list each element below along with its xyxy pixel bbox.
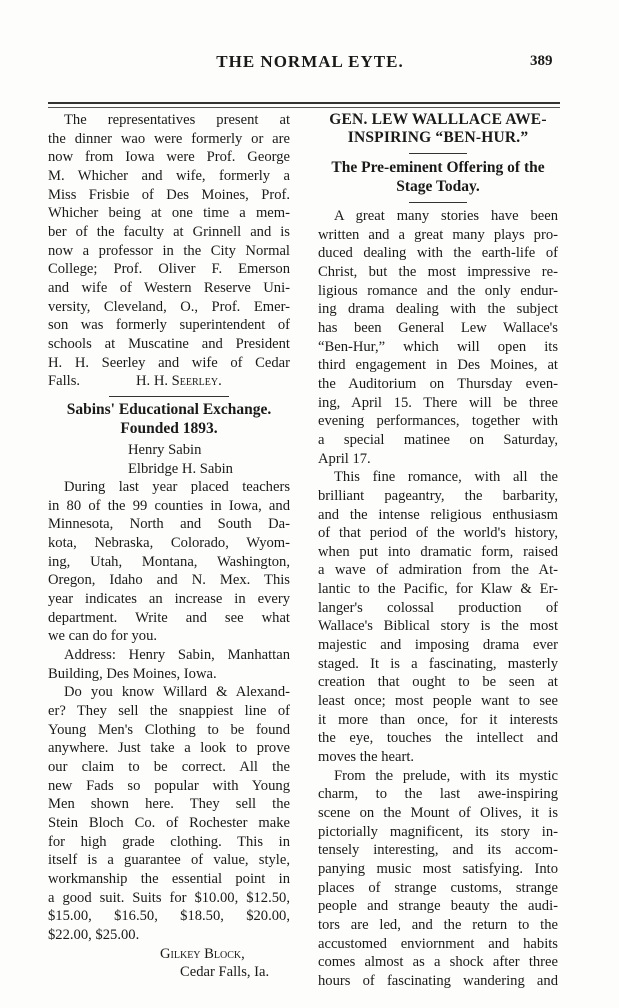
text-line: Building, Des Moines, Iowa. [48, 665, 217, 682]
text-line: panying music most satisfying. Into [318, 860, 558, 877]
text-line: ligious romance and the only endur- [318, 282, 558, 299]
text-line: The representatives present at [64, 112, 290, 128]
text-line: of that period of the world's history, [318, 525, 558, 542]
signature: H. H. Seerley. [136, 373, 222, 390]
text-line: people and strange beauty the audi- [318, 898, 558, 915]
text-line: lantic to the Pacific, for Klaw & Er- [318, 581, 558, 598]
text-line: Miss Frisbie of Des Moines, Prof. [48, 186, 290, 203]
text-line: ing, Utah, Montana, Washington, [48, 553, 290, 570]
ad-name: Elbridge H. Sabin [128, 460, 233, 477]
text-line: er? They sell the snappiest line of [48, 703, 290, 720]
text-line: versity, Cleveland, O., Prof. Emer- [48, 298, 290, 315]
text-line: creation that ought to be seen at [318, 674, 558, 691]
ad-heading [48, 400, 290, 438]
signature-line: Gilkey Block, [160, 945, 245, 962]
dinner-paragraph-last-line [48, 372, 290, 391]
subhead-divider [409, 202, 467, 203]
headline-divider [409, 153, 467, 154]
text-line: new Fads so popular with Young [48, 777, 290, 794]
text-line: evening performances, together with [318, 413, 558, 430]
ben-hur-paragraph [318, 207, 558, 468]
subhead-line: The Pre-eminent Offering of the [331, 159, 545, 176]
ad-heading-line: Founded 1893. [120, 419, 218, 437]
text-line: From the prelude, with its mystic [334, 767, 558, 784]
text-line: schools at Muscatine and President [48, 335, 290, 352]
paragraph-end-text: Falls. [48, 373, 81, 390]
address-paragraph [48, 646, 290, 683]
text-line: Stein Bloch Co. of Rochester make [48, 814, 290, 831]
text-line: has been General Lew Wallace's [318, 319, 558, 336]
left-column [48, 111, 290, 982]
text-line: M. Whicher and wife, formerly a [48, 167, 290, 184]
text-line: Oregon, Idaho and N. Mex. This [48, 572, 290, 589]
text-line: During last year placed teachers [64, 479, 290, 496]
text-line: the Auditorium on Thursday even- [318, 375, 558, 392]
text-line: and the intense religious enthusiasm [318, 506, 558, 523]
text-line: College; Prof. Oliver F. Emerson [48, 261, 290, 278]
article-headline [318, 111, 558, 147]
text-line: $22.00, $25.00. [48, 926, 140, 943]
text-line: Whicher being at one time a mem- [48, 205, 290, 222]
text-line: itself is a guarantee of value, style, [48, 852, 290, 869]
publication-title: THE NORMAL EYTE. [216, 52, 404, 71]
text-line: for high grade clothing. This in [48, 833, 290, 850]
dinner-paragraph [48, 111, 290, 372]
text-line: “Ben-Hur,” which will open its [318, 338, 558, 355]
text-line: ing, April 15. There will be three [318, 394, 558, 411]
text-line: Address: Henry Sabin, Manhattan [64, 647, 290, 664]
text-line: the eye, touches the intellect and [318, 730, 558, 747]
text-line: Minnesota, North and South Da- [48, 516, 290, 533]
ad-heading-line: Sabins' Educational Exchange. [66, 400, 272, 418]
text-line: moves the heart. [318, 749, 415, 766]
text-line: places of strange customs, strange [318, 879, 558, 896]
text-line: a special matinee on Saturday, [318, 431, 558, 448]
text-line: ber of the faculty at Grinnell and is [48, 223, 290, 240]
headline-line: INSPIRING “BEN-HUR.” [347, 129, 529, 146]
text-line: Wallace's Biblical story is the most [318, 618, 558, 635]
text-line: A great many stories have been [334, 208, 558, 224]
text-line: our claim to be correct. All the [48, 759, 290, 775]
clothing-signature [48, 945, 290, 982]
sabin-paragraph [48, 478, 290, 646]
text-line: written and a great many plays pro- [318, 226, 558, 243]
subhead-line: Stage Today. [396, 178, 480, 195]
text-line: ing drama dealing with the subject [318, 301, 558, 318]
text-line: son was formerly superintendent of [48, 317, 290, 334]
text-line: anywhere. Just take a look to prove [48, 740, 290, 757]
text-line: Men shown here. They sell the [48, 796, 290, 813]
signature-line: Cedar Falls, Ia. [180, 964, 270, 981]
text-line: Do you know Willard & Alexand- [64, 684, 290, 701]
text-line: duced dealing with the earth-life of [318, 245, 558, 262]
text-line: This fine romance, with all the [334, 469, 558, 486]
headline-line: GEN. LEW WALLLACE AWE- [329, 111, 547, 128]
text-line: year indicates an increase in every [48, 591, 290, 608]
text-line: scene on the Mount of Olives, it is [318, 805, 558, 821]
text-line: hours of fascinating wandering and [318, 972, 558, 989]
text-line: now a professor in the City Normal [48, 242, 290, 259]
text-line: now from Iowa were Prof. George [48, 149, 290, 166]
page-number: 389 [530, 53, 553, 69]
ben-hur-paragraph [318, 468, 558, 767]
text-line: a good suit. Suits for $10.00, $12.50, [48, 889, 290, 906]
text-line: the dinner wao were formerly or are [48, 130, 290, 147]
text-line: least once; most people want to see [318, 693, 558, 710]
text-line: when put into dramatic form, raised [318, 543, 558, 560]
text-line: we can do for you. [48, 628, 158, 645]
text-line: H. H. Seerley and wife of Cedar [48, 354, 290, 371]
text-line: tors are led, and the return to the [318, 916, 558, 933]
text-line: comes almost as a shock after three [318, 954, 558, 971]
text-line: pictorially magnificent, its story in- [318, 823, 558, 840]
text-line: a wave of admiration from the At- [318, 562, 558, 579]
ad-names [48, 441, 290, 478]
text-line: Christ, but the most impressive re- [318, 263, 558, 280]
text-line: majestic and imposing drama ever [318, 637, 558, 654]
clothing-paragraph [48, 683, 290, 944]
text-line: in 80 of the 99 counties in Iowa, and [48, 497, 290, 514]
text-line: Young Men's Clothing to be found [48, 721, 290, 738]
text-line: staged. It is a fascinating, masterly [318, 655, 558, 672]
header-rule [48, 102, 560, 108]
section-divider [109, 396, 229, 397]
text-line: third engagement in Des Moines, at [318, 357, 558, 374]
text-line: accustomed enviornment and habits [318, 935, 558, 952]
text-line: department. Write and see what [48, 609, 290, 626]
ben-hur-paragraph [318, 767, 558, 991]
text-line: April 17. [318, 450, 371, 467]
right-column [318, 111, 558, 991]
text-line: brilliant pageantry, the barbarity, [318, 487, 558, 504]
text-line: it more than once, for it interests [318, 711, 558, 728]
text-line: langer's colossal production of [318, 599, 558, 616]
ad-name: Henry Sabin [128, 441, 202, 458]
text-line: kota, Nebraska, Colorado, Wyom- [48, 535, 290, 552]
text-line: tensely interesting, and its accom- [318, 842, 558, 859]
text-line: workmanship the essential point in [48, 870, 290, 887]
text-line: $15.00, $16.50, $18.50, $20.00, [48, 908, 290, 925]
running-header [0, 52, 619, 76]
text-line: charm, to the last awe-inspiring [318, 786, 558, 803]
article-subhead [318, 158, 558, 196]
text-line: and wife of Western Reserve Uni- [48, 279, 290, 296]
